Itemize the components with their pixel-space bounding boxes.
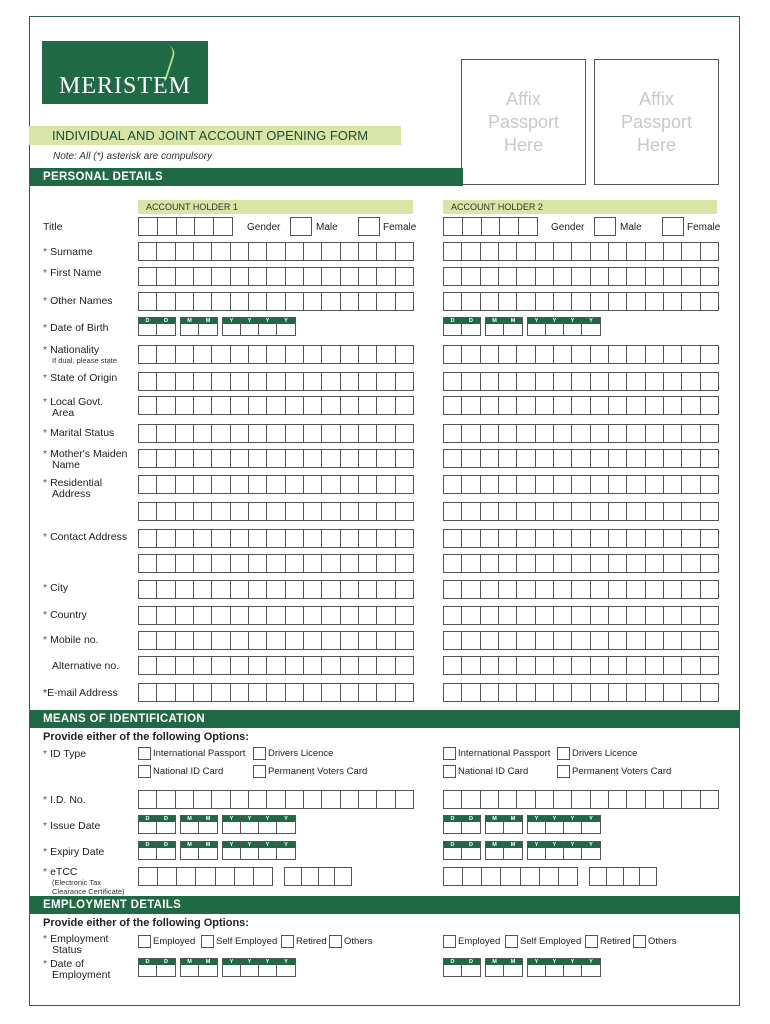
male-checkbox-1[interactable]: [290, 217, 312, 236]
employed-option-1[interactable]: Employed: [138, 935, 195, 949]
label-issue-date: * Issue Date: [43, 820, 101, 832]
title-input-2[interactable]: [443, 217, 538, 236]
text-input-row-holder1[interactable]: [138, 580, 414, 599]
account-holder-1-header: ACCOUNT HOLDER 1: [138, 200, 413, 214]
text-input-row-holder2[interactable]: [443, 424, 719, 443]
text-input-row-holder1[interactable]: [138, 631, 414, 650]
text-input-row-holder2[interactable]: [443, 292, 719, 311]
text-input-row-holder1[interactable]: [138, 449, 414, 468]
text-input-row-holder2[interactable]: [443, 580, 719, 599]
text-input-row-holder2[interactable]: [443, 554, 719, 573]
text-input-row-holder2[interactable]: [443, 267, 719, 286]
text-input-row-holder2[interactable]: [443, 475, 719, 494]
text-input-row-holder1[interactable]: [138, 683, 414, 702]
meristem-logo: [42, 41, 208, 104]
text-input-row-holder2[interactable]: [443, 606, 719, 625]
label-alternative: Alternative no.: [52, 660, 120, 672]
photo-text: Here: [503, 135, 543, 155]
text-input-row-holder2[interactable]: [443, 631, 719, 650]
female-checkbox-1[interactable]: [358, 217, 380, 236]
label-marital: * Marital Status: [43, 427, 115, 439]
section-means-of-identification: MEANS OF IDENTIFICATION: [29, 710, 740, 728]
female-label: Female: [687, 222, 721, 233]
dob-field-holder1[interactable]: D D M M Y Y Y Y: [138, 317, 296, 336]
male-label: Male: [620, 222, 642, 233]
etcc-input[interactable]: [589, 867, 657, 886]
label-city: * City: [43, 582, 69, 594]
passport-photo-box-1[interactable]: [461, 59, 586, 185]
account-holder-2-header: ACCOUNT HOLDER 2: [443, 200, 717, 214]
text-input-row-holder2[interactable]: [443, 529, 719, 548]
employment-date-field-holder1[interactable]: D D M M Y Y Y Y: [138, 958, 296, 977]
label-lga: * Local Govt. Area: [43, 396, 104, 419]
label-title: Title: [43, 221, 63, 233]
female-label: Female: [383, 222, 417, 233]
photo-text: Affix: [506, 89, 541, 109]
national-id-option-2[interactable]: National ID Card: [443, 765, 528, 779]
female-checkbox-2[interactable]: [662, 217, 684, 236]
others-option-1[interactable]: Others: [329, 935, 373, 949]
label-contact: * Contact Address: [43, 531, 128, 543]
text-input-row-holder1[interactable]: [138, 396, 414, 415]
label-id-type: * ID Type: [43, 748, 87, 760]
etcc-input[interactable]: [138, 867, 273, 886]
etcc-input[interactable]: [284, 867, 352, 886]
logo-text: MERISTEM: [58, 73, 191, 99]
retired-option-2[interactable]: Retired: [585, 935, 631, 949]
section-personal-details: PERSONAL DETAILS: [29, 168, 463, 186]
employment-date-field-holder2[interactable]: D D M M Y Y Y Y: [443, 958, 601, 977]
text-input-row-holder1[interactable]: [138, 656, 414, 675]
text-input-row-holder2[interactable]: [443, 396, 719, 415]
gender-label: Gender: [247, 222, 281, 233]
label-nationality: * Nationality If dual, please state: [43, 344, 118, 365]
label-other-names: * Other Names: [43, 295, 113, 307]
nationality-input-holder1[interactable]: [138, 345, 414, 364]
photo-text: Here: [636, 135, 676, 155]
drivers-licence-option-1[interactable]: Drivers Licence: [253, 747, 333, 761]
text-input-row-holder1[interactable]: [138, 475, 414, 494]
issue-date-field-holder2[interactable]: D D M M Y Y Y Y: [443, 815, 601, 834]
expiry-date-field-holder2[interactable]: D D M M Y Y Y Y: [443, 841, 601, 860]
text-input-row-holder1[interactable]: [138, 606, 414, 625]
label-id-no: * I.D. No.: [43, 794, 86, 806]
dob-field-holder2[interactable]: D D M M Y Y Y Y: [443, 317, 601, 336]
text-input-row-holder2[interactable]: [443, 502, 719, 521]
text-input-row-holder1[interactable]: [138, 529, 414, 548]
label-country: * Country: [43, 609, 87, 621]
intl-passport-option-1[interactable]: International Passport: [138, 747, 245, 761]
drivers-licence-option-2[interactable]: Drivers Licence: [557, 747, 637, 761]
text-input-row-holder1[interactable]: [138, 790, 414, 809]
text-input-row-holder1[interactable]: [138, 292, 414, 311]
issue-date-field-holder1[interactable]: D D M M Y Y Y Y: [138, 815, 296, 834]
options-heading: Provide either of the following Options:: [43, 917, 249, 929]
gender-label: Gender: [551, 222, 585, 233]
text-input-row-holder1[interactable]: [138, 554, 414, 573]
title-input-1[interactable]: [138, 217, 233, 236]
others-option-2[interactable]: Others: [633, 935, 677, 949]
passport-photo-box-2[interactable]: [594, 59, 719, 185]
text-input-row-holder1[interactable]: [138, 424, 414, 443]
self-employed-option-2[interactable]: Self Employed: [505, 935, 581, 949]
intl-passport-option-2[interactable]: International Passport: [443, 747, 550, 761]
text-input-row-holder2[interactable]: [443, 683, 719, 702]
expiry-date-field-holder1[interactable]: D D M M Y Y Y Y: [138, 841, 296, 860]
label-state: * State of Origin: [43, 372, 118, 384]
photo-text: Passport: [487, 112, 560, 132]
label-first-name: * First Name: [43, 267, 102, 279]
compulsory-note: Note: All (*) asterisk are compulsory: [53, 151, 213, 162]
employed-option-2[interactable]: Employed: [443, 935, 500, 949]
text-input-row-holder1[interactable]: [138, 502, 414, 521]
photo-text: Passport: [620, 112, 693, 132]
label-etcc: * eTCC (Electronic Tax Clearance Certificate): [43, 866, 125, 896]
retired-option-1[interactable]: Retired: [281, 935, 327, 949]
national-id-option-1[interactable]: National ID Card: [138, 765, 223, 779]
form-title: INDIVIDUAL AND JOINT ACCOUNT OPENING FORM: [29, 126, 401, 145]
label-maiden: * Mother's Maiden Name: [43, 448, 128, 471]
section-employment-details: EMPLOYMENT DETAILS: [29, 896, 740, 914]
label-expiry-date: * Expiry Date: [43, 846, 105, 858]
photo-text: Affix: [639, 89, 674, 109]
voters-card-option-2[interactable]: Permanent Voters Card: [557, 765, 671, 779]
male-label: Male: [316, 222, 338, 233]
label-employment-status: * Employment Status: [43, 933, 109, 956]
self-employed-option-1[interactable]: Self Employed: [201, 935, 277, 949]
text-input-row-holder2[interactable]: [443, 372, 719, 391]
text-input-row-holder1[interactable]: [138, 267, 414, 286]
text-input-row-holder2[interactable]: [443, 242, 719, 261]
nationality-input-holder2[interactable]: [443, 345, 719, 364]
voters-card-option-1[interactable]: Permanent Voters Card: [253, 765, 367, 779]
text-input-row-holder1[interactable]: [138, 372, 414, 391]
label-residential: * Residential Address: [43, 477, 103, 500]
label-date-of-employment: * Date of Employment: [43, 958, 111, 981]
text-input-row-holder2[interactable]: [443, 790, 719, 809]
label-surname: * Surname: [43, 246, 93, 258]
text-input-row-holder2[interactable]: [443, 656, 719, 675]
label-email: *E-mail Address: [43, 687, 118, 699]
etcc-input[interactable]: [443, 867, 578, 886]
label-dob: * Date of Birth: [43, 322, 109, 334]
male-checkbox-2[interactable]: [594, 217, 616, 236]
options-heading: Provide either of the following Options:: [43, 731, 249, 743]
text-input-row-holder1[interactable]: [138, 242, 414, 261]
label-mobile: * Mobile no.: [43, 634, 99, 646]
text-input-row-holder2[interactable]: [443, 449, 719, 468]
